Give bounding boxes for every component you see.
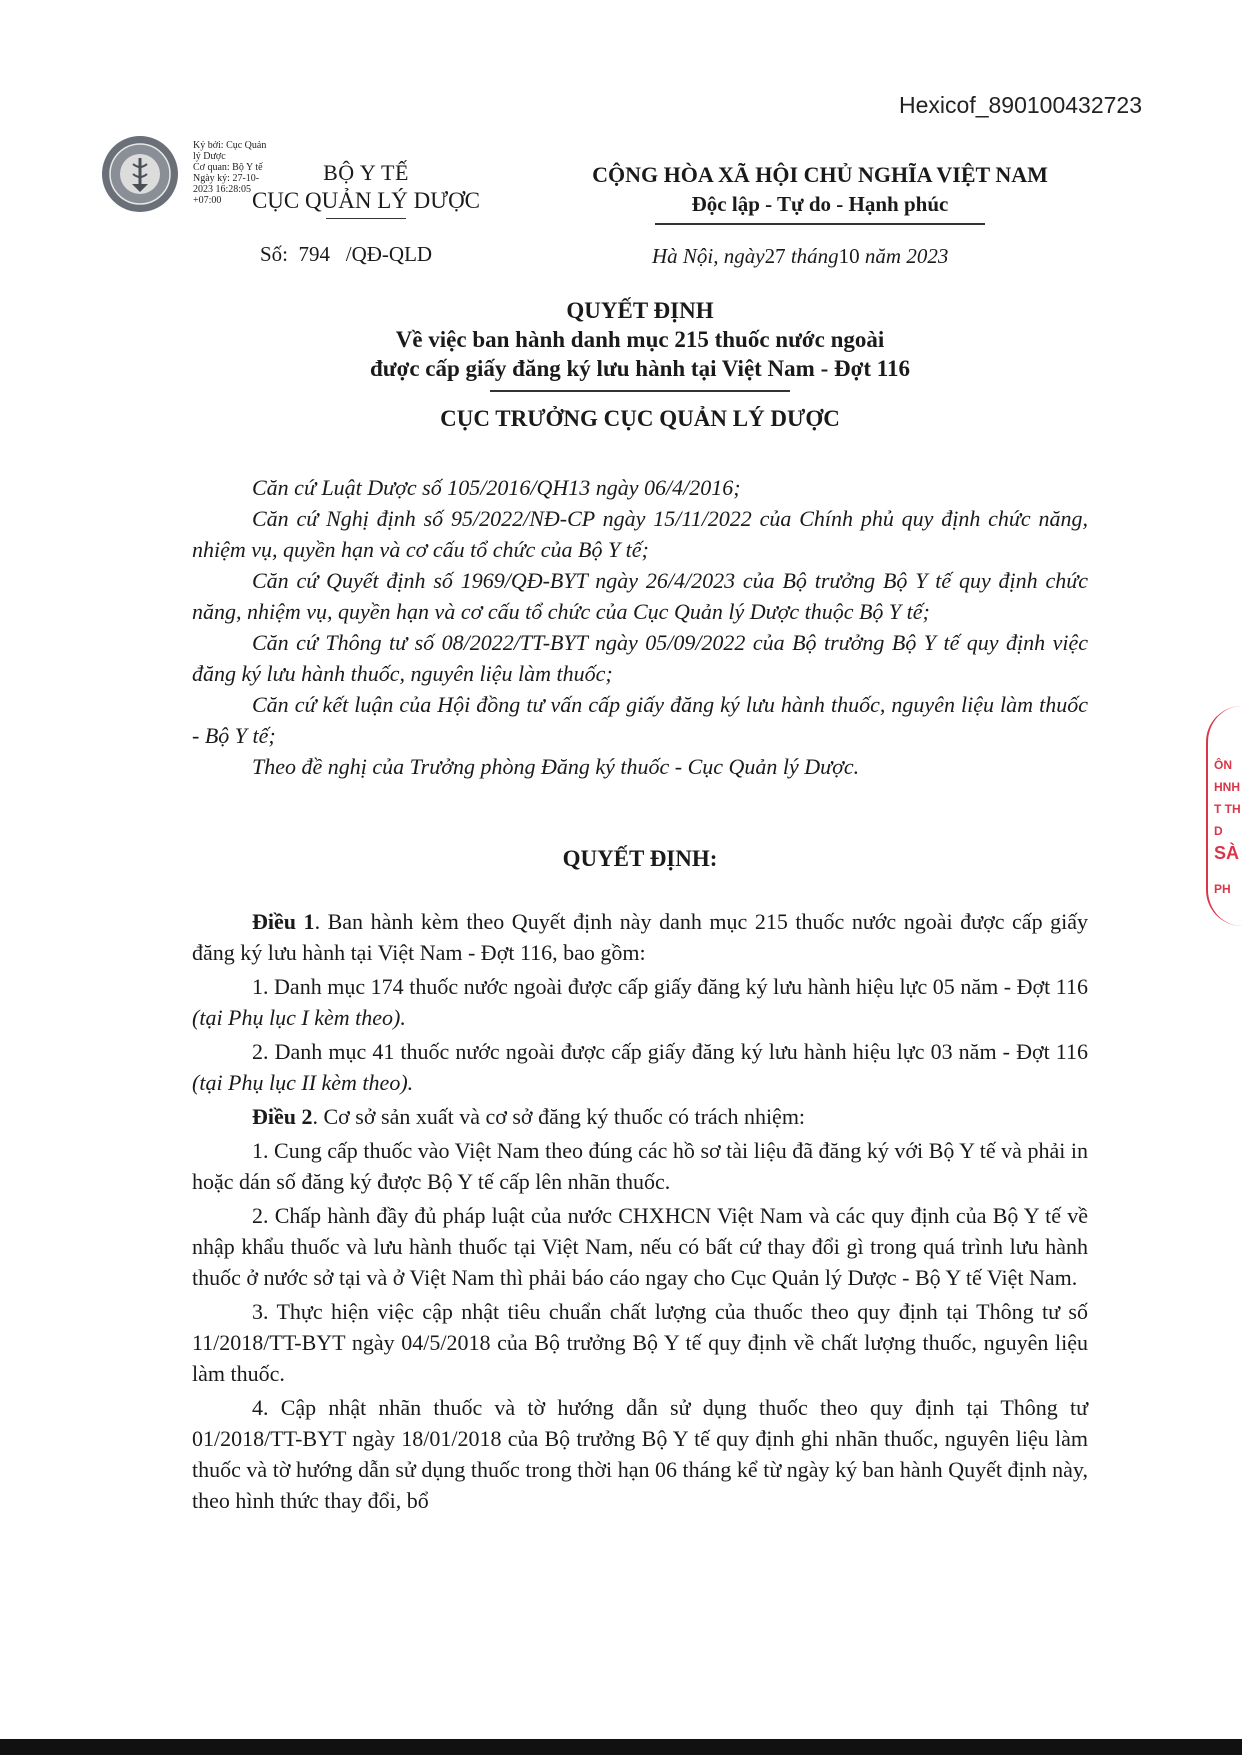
basis-item: Căn cứ Luật Dược số 105/2016/QH13 ngày 06/4/2016;	[252, 475, 741, 500]
motto-underline	[655, 223, 985, 225]
reference-code: Hexicof_890100432723	[899, 92, 1142, 118]
basis-item: Căn cứ kết luận của Hội đồng tư vấn cấp giấy đăng ký lưu hành thuốc, nguyên liệu làm thuốc - Bộ Y tế;	[192, 692, 1088, 748]
nation-name: CỘNG HÒA XÃ HỘI CHỦ NGHĨA VIỆT NAM	[592, 162, 1048, 187]
article-2-item: 3. Thực hiện việc cập nhật tiêu chuẩn chất lượng của thuốc theo quy định tại Thông tư số 11/2018/TT-BYT ngày 04/5/2018 của Bộ trưởng Bộ Y tế quy định về chất lượng thuốc, nguyên liệu làm thuốc.	[192, 1299, 1088, 1386]
scan-bottom-edge	[0, 1739, 1242, 1755]
article-2-item: 2. Chấp hành đầy đủ pháp luật của nước CHXHCN Việt Nam và các quy định của Bộ Y tế về nhập khẩu thuốc và lưu hành thuốc tại Việt Nam, nếu có bất cứ thay đổi gì trong quá trình lưu hành thuốc ở nước sở tại và ở Việt Nam thì phải báo cáo ngay cho Cục Quản lý Dược - Bộ Y tế Việt Nam.	[192, 1203, 1088, 1290]
basis-item: Căn cứ Quyết định số 1969/QĐ-BYT ngày 26/4/2023 của Bộ trưởng Bộ Y tế quy định chức năng, nhiệm vụ, quyền hạn và cơ cấu tổ chức của Cục Quản lý Dược thuộc Bộ Y tế;	[192, 568, 1088, 624]
article-2: Điều 2. Cơ sở sản xuất và cơ sở đăng ký thuốc có trách nhiệm:	[252, 1104, 806, 1129]
basis-item: Căn cứ Nghị định số 95/2022/NĐ-CP ngày 15/11/2022 của Chính phủ quy định chức năng, nhiệm vụ, quyền hạn và cơ cấu tổ chức của Bộ Y tế;	[192, 506, 1088, 562]
department-name: CỤC QUẢN LÝ DƯỢC	[251, 188, 481, 213]
title-subject-line1: Về việc ban hành danh mục 215 thuốc nước ngoài	[395, 327, 885, 352]
article-2-item: 4. Cập nhật nhãn thuốc và tờ hướng dẫn sử dụng thuốc theo quy định tại Thông tư 01/2018/TT-BYT ngày 18/01/2018 của Bộ trưởng Bộ Y tế quy định ghi nhãn thuốc, nguyên liệu làm thuốc và tờ hướng dẫn sử dụng thuốc trong thời hạn 06 tháng kể từ ngày ký ban hành Quyết định này, theo hình thức thay đổi, bổ	[192, 1395, 1088, 1513]
decides-heading: QUYẾT ĐỊNH:	[562, 846, 718, 871]
title-main: QUYẾT ĐỊNH	[566, 298, 714, 323]
document-number: Số: 794 /QĐ-QLD	[260, 242, 433, 266]
decision-title	[190, 298, 1090, 432]
articles	[192, 906, 1088, 1519]
issuing-authority: CỤC TRƯỞNG CỤC QUẢN LÝ DƯỢC	[440, 405, 840, 431]
digital-signature-info: Ký bởi: Cục Quản lý Dược Cơ quan: Bộ Y tế Ngày ký: 27-10- 2023 16:28:05 +07:00	[193, 140, 267, 206]
national-motto: Độc lập - Tự do - Hạnh phúc	[691, 192, 949, 216]
title-subject-line2: được cấp giấy đăng ký lưu hành tại Việt Nam - Đợt 116	[370, 356, 910, 381]
article-1-item: 1. Danh mục 174 thuốc nước ngoài được cấp giấy đăng ký lưu hành hiệu lực 05 năm - Đợt 116 (tại Phụ lục I kèm theo).	[192, 974, 1088, 1030]
ministry-seal-icon	[100, 134, 180, 214]
basis-item: Theo đề nghị của Trưởng phòng Đăng ký thuốc - Cục Quản lý Dược.	[252, 754, 860, 779]
ministry-name: BỘ Y TẾ	[323, 160, 409, 185]
org-underline	[326, 218, 406, 219]
national-header	[560, 162, 1080, 225]
basis-item: Căn cứ Thông tư số 08/2022/TT-BYT ngày 05/09/2022 của Bộ trưởng Bộ Y tế quy định việc đăng ký lưu hành thuốc, nguyên liệu làm thuốc;	[192, 630, 1088, 686]
article-1-item: 2. Danh mục 41 thuốc nước ngoài được cấp giấy đăng ký lưu hành hiệu lực 03 năm - Đợt 116 (tại Phụ lục II kèm theo).	[192, 1039, 1088, 1095]
document-date: Hà Nội, ngày27 tháng10 năm 2023	[652, 244, 949, 268]
title-underline	[490, 390, 790, 392]
edge-stamp: ÔN HNH T TH D SÀ PH	[1206, 706, 1242, 926]
article-1: Điều 1. Ban hành kèm theo Quyết định này danh mục 215 thuốc nước ngoài được cấp giấy đăng ký lưu hành tại Việt Nam - Đợt 116, bao gồm:	[192, 909, 1089, 965]
legal-basis	[192, 472, 1088, 782]
issuing-organization	[236, 160, 496, 219]
article-2-item: 1. Cung cấp thuốc vào Việt Nam theo đúng các hồ sơ tài liệu đã đăng ký với Bộ Y tế và phải in hoặc dán số đăng ký được Bộ Y tế cấp lên nhãn thuốc.	[192, 1138, 1088, 1194]
